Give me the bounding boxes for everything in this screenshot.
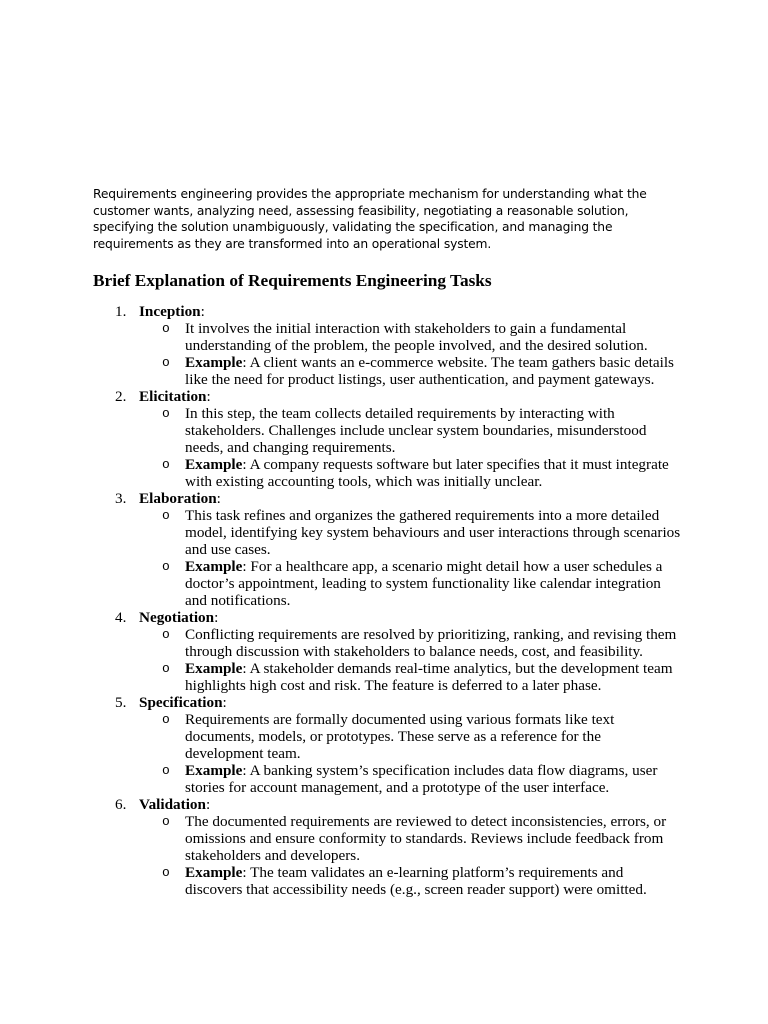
section-heading: Brief Explanation of Requirements Engineering Tasks [93, 271, 492, 290]
task-description-item [139, 405, 683, 456]
task-number: 3. [115, 490, 127, 507]
bullet-icon: o [162, 661, 170, 676]
example-label: Example [185, 354, 243, 371]
bullet-icon: o [162, 712, 170, 727]
task-description-item [139, 507, 683, 558]
task-number: 1. [115, 303, 127, 320]
task-number: 5. [115, 694, 127, 711]
task-number: 2. [115, 388, 127, 405]
task-number: 4. [115, 609, 127, 626]
task-title-colon: : [222, 694, 227, 711]
task-example-item [139, 558, 683, 609]
example-label: Example [185, 762, 243, 779]
task-description: In this step, the team collects detailed requirements by interacting with stakeholders. Challenges include unclear system boundaries, misunderstood needs, and changing requirements. [185, 405, 647, 456]
task-details [139, 507, 683, 609]
task-title: Elicitation [139, 388, 207, 405]
task-description-item [139, 320, 683, 354]
task-description: It involves the initial interaction with stakeholders to gain a fundamental understanding of the problem, the people involved, and the desired solution. [185, 320, 648, 354]
intro-paragraph: Requirements engineering provides the appropriate mechanism for understanding what the customer wants, analyzing need, assessing feasibility, negotiating a reasonable solution, specifying the solution unambiguously, validating the specification, and managing the requirements as they are transformed into an operational system. [93, 187, 647, 251]
example-text: : A stakeholder demands real-time analytics, but the development team highlights high cost and risk. The feature is deferred to a later phase. [185, 660, 673, 694]
example-label: Example [185, 864, 243, 881]
task-details [139, 711, 683, 796]
task-list [93, 303, 683, 898]
task-description-item [139, 626, 683, 660]
task-details [139, 405, 683, 490]
example-text: : A client wants an e-commerce website. The team gathers basic details like the need for product listings, user authentication, and payment gateways. [185, 354, 674, 388]
task-title: Elaboration [139, 490, 217, 507]
task-example-item [139, 354, 683, 388]
bullet-icon: o [162, 763, 170, 778]
task-item [93, 609, 683, 694]
task-title: Inception [139, 303, 201, 320]
bullet-icon: o [162, 406, 170, 421]
bullet-icon: o [162, 457, 170, 472]
task-details [139, 320, 683, 388]
task-item [93, 694, 683, 796]
task-item [93, 796, 683, 898]
document-page [93, 186, 683, 898]
task-details [139, 626, 683, 694]
task-number: 6. [115, 796, 127, 813]
task-title: Specification [139, 694, 223, 711]
task-example-item [139, 762, 683, 796]
bullet-icon: o [162, 814, 170, 829]
bullet-icon: o [162, 321, 170, 336]
task-description-item [139, 711, 683, 762]
example-text: : The team validates an e-learning platform’s requirements and discovers that accessibility needs (e.g., screen reader support) were omitted. [185, 864, 647, 898]
task-example-item [139, 660, 683, 694]
task-title-colon: : [205, 796, 211, 813]
task-title: Validation [139, 796, 206, 813]
bullet-icon: o [162, 508, 170, 523]
example-text: : A banking system’s specification includes data flow diagrams, user stories for account management, and a prototype of the user interface. [185, 762, 658, 796]
example-label: Example [185, 456, 243, 473]
example-label: Example [185, 660, 243, 677]
task-item [93, 388, 683, 490]
task-description: Conflicting requirements are resolved by prioritizing, ranking, and revising them through discussion with stakeholders to balance needs, cost, and feasibility. [185, 626, 677, 660]
task-description: The documented requirements are reviewed to detect inconsistencies, errors, or omissions and ensure conformity to standards. Reviews include feedback from stakeholders and developers. [185, 813, 667, 864]
example-label: Example [185, 558, 243, 575]
task-example-item [139, 456, 683, 490]
task-title: Negotiation [139, 609, 215, 626]
task-title-colon: : [200, 303, 205, 320]
task-item [93, 490, 683, 609]
example-text: : For a healthcare app, a scenario might detail how a user schedules a doctor’s appointment, leading to system functionality like calendar integration and notifications. [185, 558, 663, 609]
task-title-colon: : [216, 490, 221, 507]
task-details [139, 813, 683, 898]
bullet-icon: o [162, 865, 170, 880]
task-item [93, 303, 683, 388]
task-description: Requirements are formally documented using various formats like text documents, models, or prototypes. These serve as a reference for the development team. [185, 711, 615, 762]
bullet-icon: o [162, 355, 170, 370]
bullet-icon: o [162, 627, 170, 642]
example-text: : A company requests software but later specifies that it must integrate with existing accounting tools, which was initially unclear. [185, 456, 669, 490]
task-title-colon: : [206, 388, 211, 405]
task-description: This task refines and organizes the gathered requirements into a more detailed model, identifying key system behaviours and user interactions through scenarios and use cases. [185, 507, 681, 558]
task-title-colon: : [214, 609, 219, 626]
task-description-item [139, 813, 683, 864]
task-example-item [139, 864, 683, 898]
bullet-icon: o [162, 559, 170, 574]
